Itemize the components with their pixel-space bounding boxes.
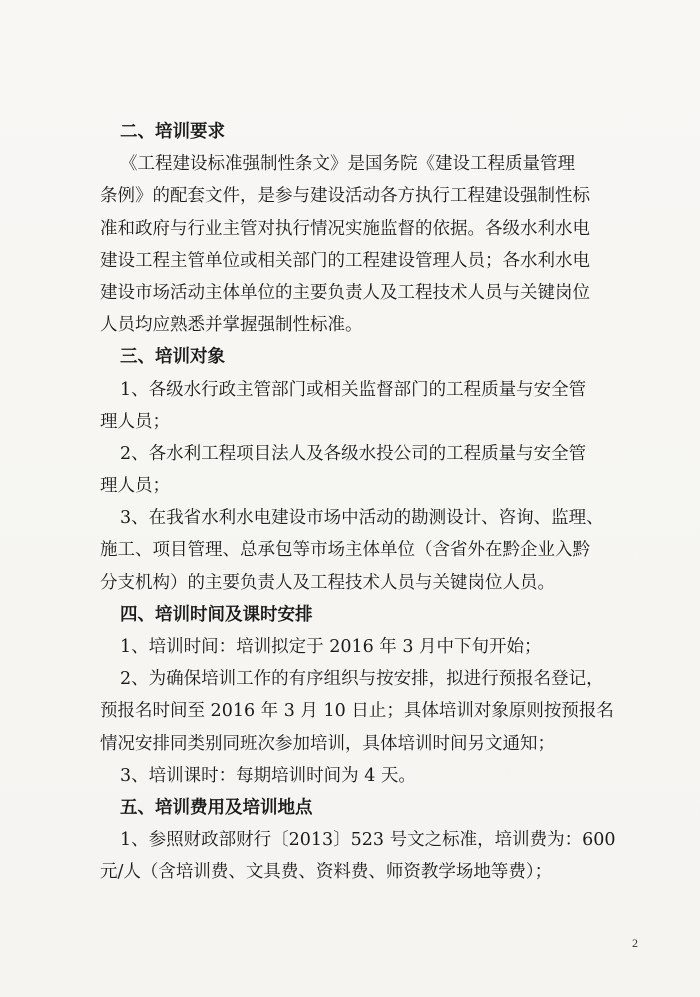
paragraph-line: 元/人（含培训费、文具费、资料费、师资教学场地等费）；: [100, 862, 553, 883]
paragraph-line: 情况安排同类别同班次参加培训，具体培训时间另文通知；: [100, 733, 555, 754]
paragraph-line: 分支机构）的主要负责人及工程技术人员与关键岗位人员。: [100, 572, 555, 593]
section-heading: 四、培训时间及课时安排: [120, 604, 313, 625]
page-number: 2: [632, 936, 638, 950]
section-heading: 二、培训要求: [120, 122, 225, 142]
section-heading: 三、培训对象: [120, 347, 225, 368]
paragraph-line: 1、培训时间：培训拟定于 2016 年 3 月中下旬开始；: [120, 637, 542, 657]
paragraph-line: 《工程建设标准强制性条文》是国务院《建设工程质量管理: [120, 154, 575, 175]
section-heading: 五、培训费用及培训地点: [120, 797, 313, 818]
paragraph-line: 3、在我省水利水电建设市场中活动的勘测设计、咨询、监理、: [120, 508, 604, 529]
document-body: [100, 116, 638, 889]
paragraph-line: 1、各级水行政主管部门或相关监督部门的工程质量与安全管: [120, 379, 587, 400]
paragraph-line: 理人员；: [100, 476, 170, 497]
paragraph-line: 人员均应熟悉并掌握强制性标准。: [100, 315, 363, 336]
paragraph-line: 条例》的配套文件，是参与建设活动各方执行工程建设强制性标: [100, 186, 590, 207]
paragraph-line: 2、各水利工程项目法人及各级水投公司的工程质量与安全管: [120, 443, 587, 464]
paragraph-line: 1、参照财政部财行〔2013〕523 号文之标准，培训费为：600: [120, 830, 616, 851]
paragraph-line: 预报名时间至 2016 年 3 月 10 日止；具体培训对象原则按预报名: [100, 701, 614, 722]
paragraph-line: 建设市场活动主体单位的主要负责人及工程技术人员与关键岗位: [100, 282, 590, 303]
paragraph-line: 建设工程主管单位或相关部门的工程建设管理人员；各水利水电: [100, 250, 590, 271]
paragraph-line: 理人员；: [100, 411, 170, 432]
paragraph-line: 2、为确保培训工作的有序组织与按安排，拟进行预报名登记，: [120, 669, 604, 690]
paragraph-line: 准和政府与行业主管对执行情况实施监督的依据。各级水利水电: [100, 218, 590, 239]
paragraph-line: 施工、项目管理、总承包等市场主体单位（含省外在黔企业入黔: [100, 540, 590, 561]
paragraph-line: 3、培训课时：每期培训时间为 4 天。: [120, 765, 416, 786]
